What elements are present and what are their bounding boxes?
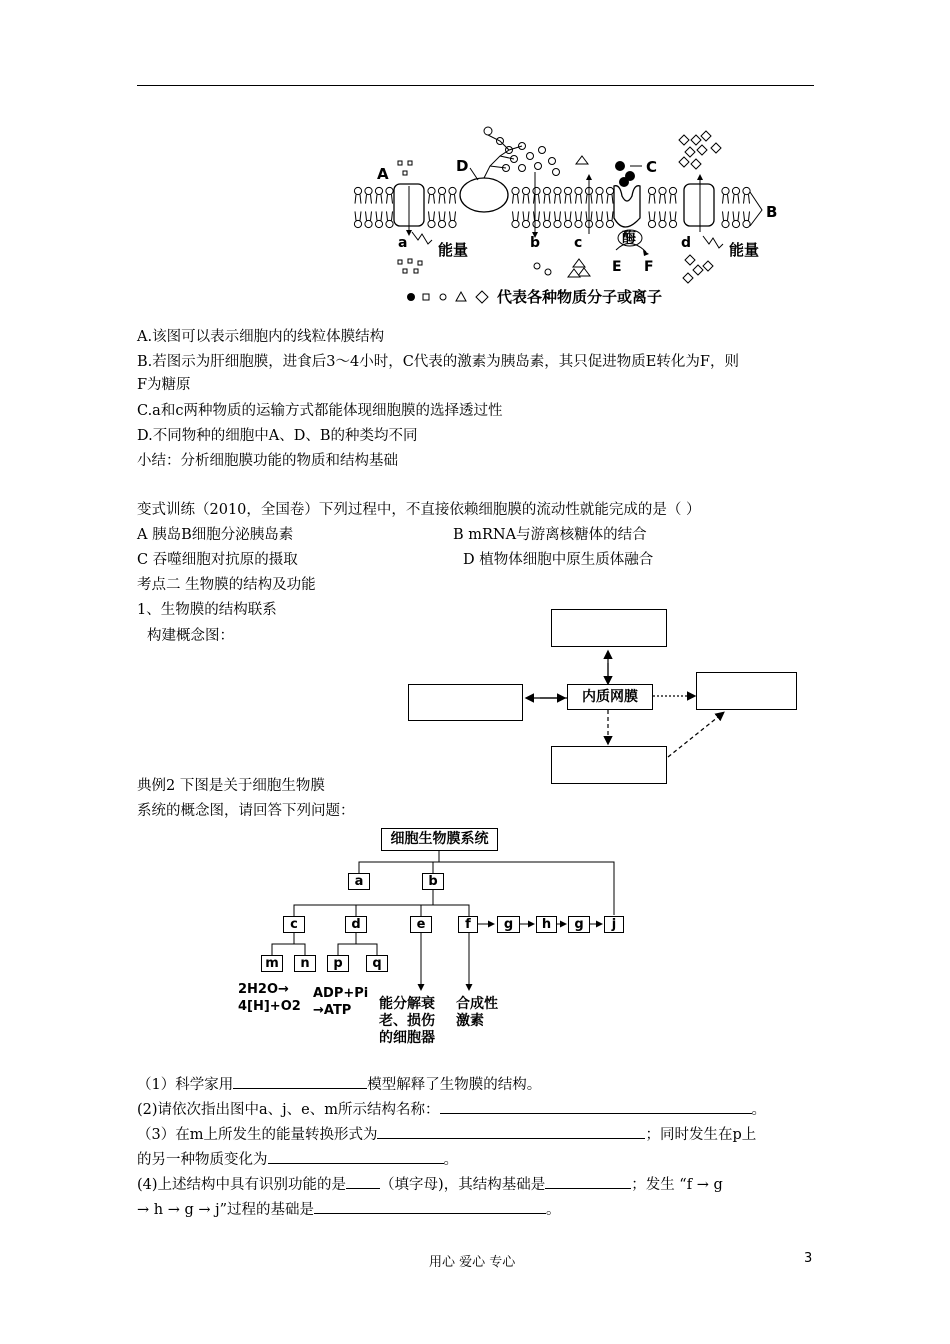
concept-box-er: 内质网膜 [567,684,653,710]
m-note-line2: 4[H]+O2 [238,999,301,1014]
answer-blank-4b[interactable] [545,1174,631,1189]
p-note-line1: ADP+Pi [313,986,369,1001]
label-a: a [398,235,408,251]
e-note-line3: 的细胞器 [379,1030,435,1046]
summary: 小结：分析细胞膜功能的物质和结构基础 [137,453,398,469]
label-d: d [681,235,692,251]
tree-node-q: q [366,955,388,972]
energy-label-left: 能量 [438,241,469,259]
variant-option-b: B mRNA与游离核糖体的结合 [453,527,647,543]
p-note-line2: →ATP [313,1003,352,1018]
tree-node-h: h [536,916,557,933]
section2-title: 考点二 生物膜的结构及功能 [137,577,316,593]
question-3-line1: （3）在m上所发生的能量转换形式为 ；同时发生在p上 [137,1124,756,1145]
tree-node-e: e [410,916,432,933]
option-b-line2: F为糖原 [137,377,191,393]
label-F: F [644,259,654,275]
question-1: （1）科学家用 模型解释了生物膜的结构。 [137,1074,541,1095]
enzyme-label: 酶 [622,230,636,246]
section2-sub1: 1、生物膜的结构联系 [137,602,277,618]
tree-node-m: m [261,955,283,972]
variant-option-c: C 吞噬细胞对抗原的摄取 [137,552,298,568]
variant-option-a: A 胰岛B细胞分泌胰岛素 [137,527,294,543]
footer-center: 用心 爱心 专心 [429,1255,516,1270]
concept-map-label: 构建概念图： [147,628,234,644]
label-B: B [766,203,778,221]
answer-blank-4c[interactable] [314,1199,546,1214]
tree-node-j: j [604,916,624,933]
answer-blank-1[interactable] [233,1074,367,1089]
f-note-line2: 激素 [456,1013,484,1029]
tree-node-n: n [294,955,316,972]
tree-node-c: c [283,916,305,933]
tree-node-f: f [458,916,478,933]
tree-node-d: d [345,916,367,933]
question-4-line1: (4)上述结构中具有识别功能的是 （填字母)，其结构基础是 ；发生 “f → g [137,1174,723,1195]
label-A: A [377,165,389,183]
answer-blank-3a[interactable] [377,1124,645,1139]
variant-option-d: D 植物体细胞中原生质体融合 [463,552,654,568]
option-d: D.不同物种的细胞中A、D、B的种类均不同 [137,428,418,444]
label-c: c [574,235,583,251]
tree-node-b: b [422,873,444,890]
answer-blank-4a[interactable] [346,1174,380,1189]
option-c: C.a和c两种物质的运输方式都能体现细胞膜的选择透过性 [137,403,503,419]
label-C: C [646,158,658,176]
page-number: 3 [804,1251,813,1266]
tree-node-a: a [348,873,370,890]
question-3-line2: 的另一种物质变化为 。 [137,1149,458,1170]
answer-blank-2[interactable] [440,1099,752,1114]
label-E: E [612,259,622,275]
e-note-line2: 老、损伤 [379,1013,435,1029]
energy-label-right: 能量 [729,241,760,259]
question-4-line2: → h → g → j”过程的基础是 。 [137,1199,561,1220]
option-a: A.该图可以表示细胞内的线粒体膜结构 [137,329,385,345]
question-2: (2)请依次指出图中a、j、e、m所示结构名称： 。 [137,1099,766,1120]
label-b: b [530,235,541,251]
tree-node-g2: g [568,916,590,933]
variant-question: 变式训练（2010，全国卷）下列过程中，不直接依赖细胞膜的流动性就能完成的是（ ） [137,502,701,518]
label-D: D [456,157,469,175]
example2-line2: 系统的概念图，请回答下列问题： [137,803,355,819]
tree-node-p: p [327,955,349,972]
tree-node-g1: g [497,916,520,933]
option-b-line1: B.若图示为肝细胞膜，进食后3～4小时，C代表的激素为胰岛素，其只促进物质E转化为F，则 [137,354,739,370]
e-note-line1: 能分解衰 [379,996,435,1012]
f-note-line1: 合成性 [456,996,498,1012]
legend-text: 代表各种物质分子或离子 [497,288,663,306]
tree-root: 细胞生物膜系统 [381,828,498,851]
answer-blank-3b[interactable] [268,1149,444,1164]
m-note-line1: 2H2O→ [238,982,289,997]
example2-line1: 典例2 下图是关于细胞生物膜 [137,778,325,794]
